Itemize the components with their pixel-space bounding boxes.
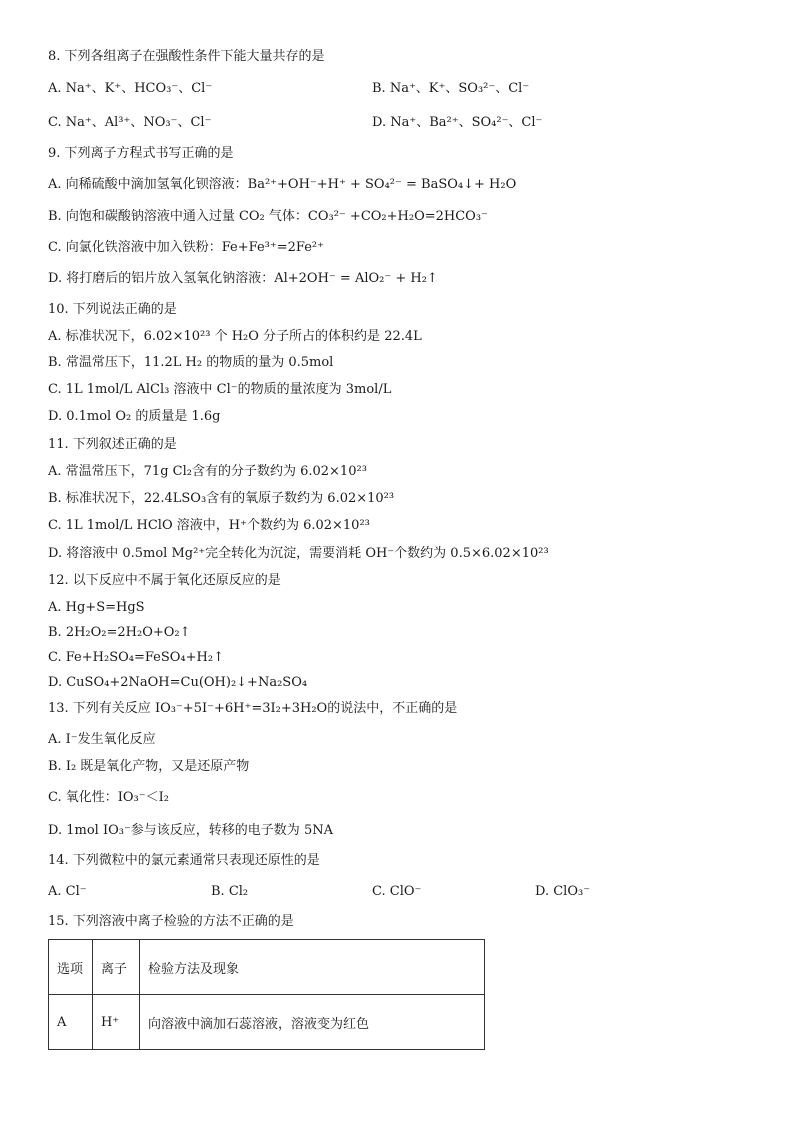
q11-option-c: C. 1L 1mol/L HClO 溶液中，H⁺个数约为 6.02×10²³ (48, 518, 370, 533)
table-cell: 向溶液中滴加石蕊溶液，溶液变为红色 (140, 995, 485, 1050)
q11-option-a: A. 常温常压下，71g Cl₂含有的分子数约为 6.02×10²³ (48, 464, 367, 479)
table-header-cell: 选项 (49, 940, 93, 995)
q12-option-a: A. Hg+S=HgS (48, 600, 145, 615)
table-header-row (49, 940, 485, 995)
q12-option-d: D. CuSO₄+2NaOH=Cu(OH)₂↓+Na₂SO₄ (48, 675, 308, 690)
q14-option-b: B. Cl₂ (211, 884, 249, 899)
q11-stem: 11. 下列叙述正确的是 (48, 437, 177, 452)
q10-option-c: C. 1L 1mol/L AlCl₃ 溶液中 Cl⁻的物质的量浓度为 3mol/L (48, 382, 392, 397)
table-cell: H⁺ (93, 995, 140, 1050)
q15-stem: 15. 下列溶液中离子检验的方法不正确的是 (48, 914, 294, 929)
q8-option-a: A. Na⁺、K⁺、HCO₃⁻、Cl⁻ (48, 81, 213, 96)
q12-option-b: B. 2H₂O₂=2H₂O+O₂↑ (48, 625, 191, 640)
q9-stem: 9. 下列离子方程式书写正确的是 (48, 146, 234, 161)
q13-option-b: B. I₂ 既是氧化产物，又是还原产物 (48, 759, 250, 774)
q13-stem: 13. 下列有关反应 IO₃⁻+5I⁻+6H⁺=3I₂+3H₂O的说法中，不正确的是 (48, 701, 458, 716)
q11-option-b: B. 标准状况下，22.4LSO₃含有的氧原子数约为 6.02×10²³ (48, 491, 395, 506)
q15-table (48, 939, 485, 1050)
table-row (49, 995, 485, 1050)
q14-option-d: D. ClO₃⁻ (535, 884, 591, 899)
q12-stem: 12. 以下反应中不属于氧化还原反应的是 (48, 573, 281, 588)
q14-option-c: C. ClO⁻ (372, 884, 422, 899)
q13-option-c: C. 氧化性：IO₃⁻＜I₂ (48, 790, 169, 805)
q10-option-a: A. 标准状况下，6.02×10²³ 个 H₂O 分子所占的体积约是 22.4L (48, 329, 422, 344)
q14-option-a: A. Cl⁻ (48, 884, 87, 899)
table-header-cell: 离子 (93, 940, 140, 995)
q8-option-d: D. Na⁺、Ba²⁺、SO₄²⁻、Cl⁻ (372, 115, 543, 130)
q8-option-c: C. Na⁺、Al³⁺、NO₃⁻、Cl⁻ (48, 115, 212, 130)
q10-stem: 10. 下列说法正确的是 (48, 302, 177, 317)
q11-option-d: D. 将溶液中 0.5mol Mg²⁺完全转化为沉淀，需要消耗 OH⁻个数约为 0.5×6.02×10²³ (48, 546, 549, 561)
table-cell: A (49, 995, 93, 1050)
q8-option-b: B. Na⁺、K⁺、SO₃²⁻、Cl⁻ (372, 81, 530, 96)
q13-option-d: D. 1mol IO₃⁻参与该反应，转移的电子数为 5NA (48, 823, 333, 838)
q10-option-d: D. 0.1mol O₂ 的质量是 1.6g (48, 409, 221, 424)
q13-option-a: A. I⁻发生氧化反应 (48, 732, 156, 747)
q9-option-b: B. 向饱和碳酸钠溶液中通入过量 CO₂ 气体：CO₃²⁻ +CO₂+H₂O=2HCO₃⁻ (48, 209, 488, 224)
table-header-cell: 检验方法及现象 (140, 940, 485, 995)
q10-option-b: B. 常温常压下，11.2L H₂ 的物质的量为 0.5mol (48, 355, 334, 370)
q8-stem: 8. 下列各组离子在强酸性条件下能大量共存的是 (48, 49, 325, 64)
q9-option-c: C. 向氯化铁溶液中加入铁粉：Fe+Fe³⁺=2Fe²⁺ (48, 240, 324, 255)
q12-option-c: C. Fe+H₂SO₄=FeSO₄+H₂↑ (48, 650, 224, 665)
q9-option-d: D. 将打磨后的铝片放入氢氧化钠溶液：Al+2OH⁻ = AlO₂⁻ + H₂↑ (48, 271, 438, 286)
q14-stem: 14. 下列微粒中的氯元素通常只表现还原性的是 (48, 853, 320, 868)
q9-option-a: A. 向稀硫酸中滴加氢氧化钡溶液：Ba²⁺+OH⁻+H⁺ + SO₄²⁻ = BaSO₄↓+ H₂O (48, 177, 517, 192)
